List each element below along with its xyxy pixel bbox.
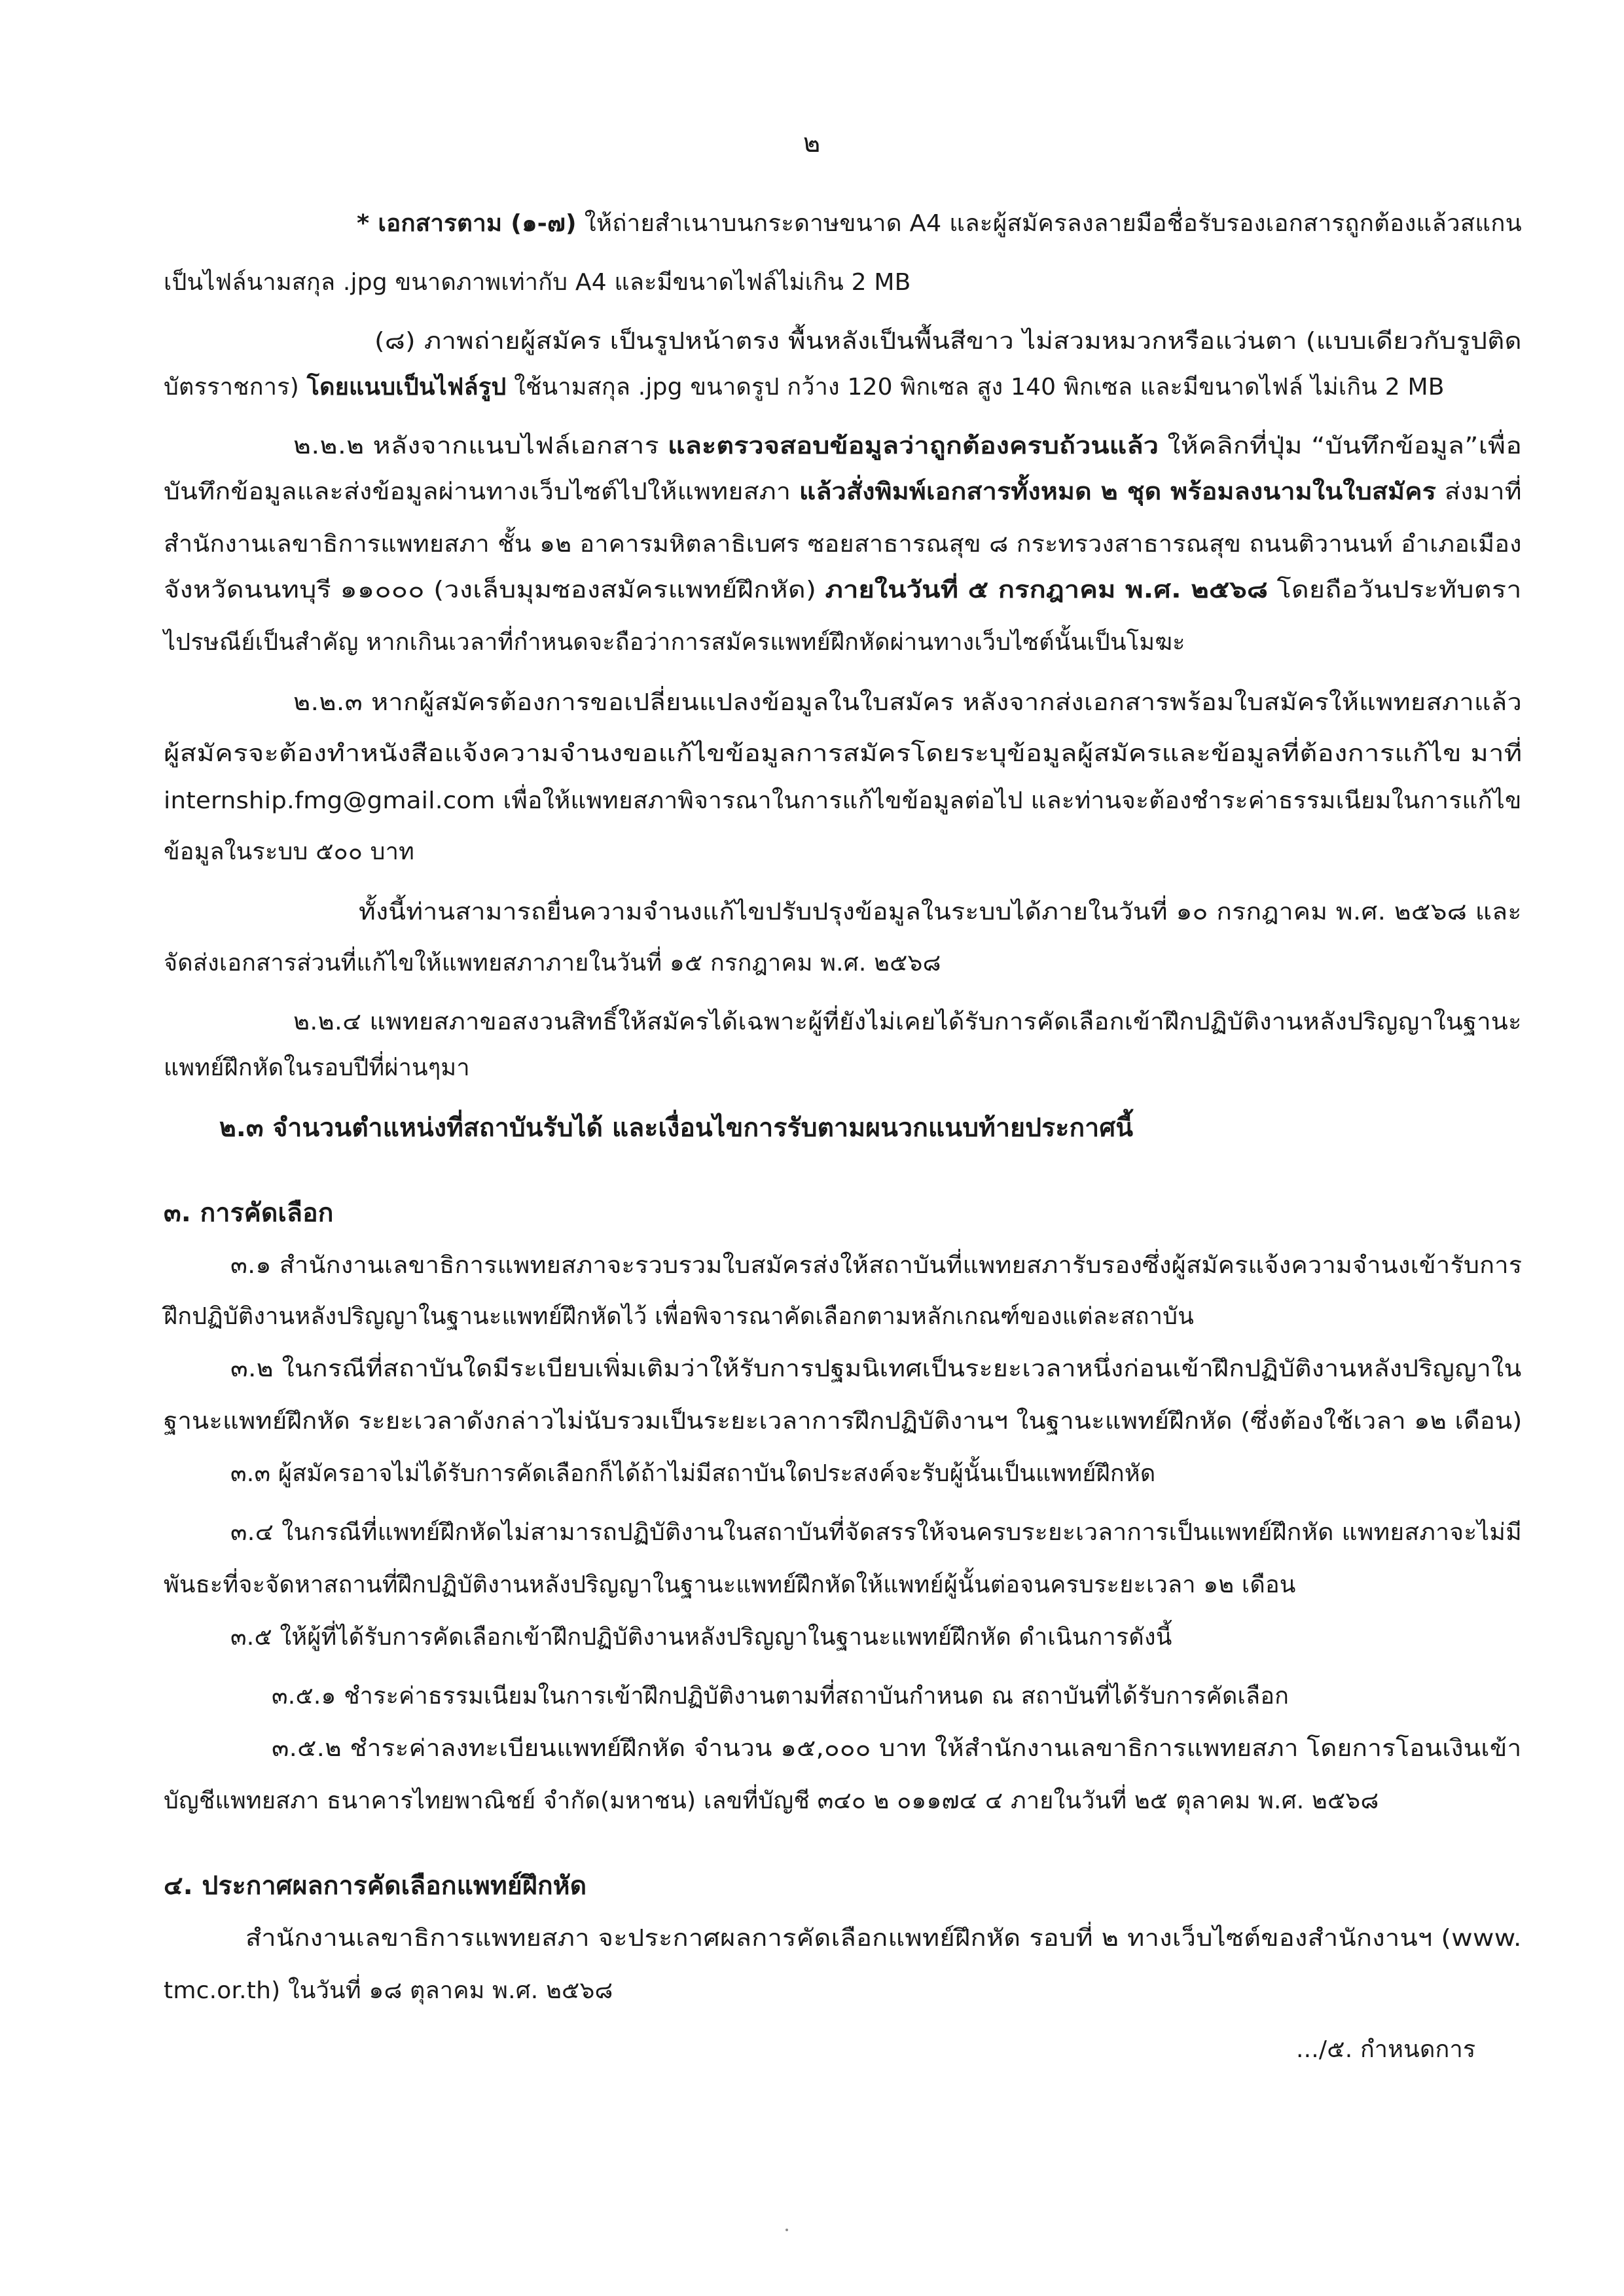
section-heading bbox=[219, 1113, 1133, 1144]
text-run: ๓.๑ สำนักงานเลขาธิการแพทยสภาจะรวบรวมใบสมัครส่งให้สถาบันที่แพทยสภารับรองซึ่งผู้สมัครแจ้งความจำนงเข้ารับการ bbox=[230, 1252, 1523, 1279]
bold-text: ๔. ประกาศผลการคัดเลือกแพทย์ฝึกหัด bbox=[164, 1871, 587, 1901]
text-run: ๓.๕ ให้ผู้ที่ได้รับการคัดเลือกเข้าฝึกปฏิบัติงานหลังปริญญาในฐานะแพทย์ฝึกหัด ดำเนินการดังนี้ bbox=[230, 1624, 1172, 1651]
bold-text: * เอกสารตาม (๑-๗) bbox=[357, 210, 577, 237]
text-run: จัดส่งเอกสารส่วนที่แก้ไขให้แพทยสภาภายในวันที่ ๑๕ กรกฎาคม พ.ศ. ๒๕๖๘ bbox=[164, 950, 941, 977]
text-run: ผู้สมัครจะต้องทำหนังสือแจ้งความจำนงขอแก้ไขข้อมูลการสมัครโดยระบุข้อมูลผู้สมัครและข้อมูลที่ต้องการแก้ไข มาที่ bbox=[164, 740, 1523, 767]
text-run: สำนักงานเลขาธิการแพทยสภา ชั้น ๑๒ อาคารมหิตลาธิเบศร ซอยสาธารณสุข ๘ กระทรวงสาธารณสุข ถนนติวานนท์ อำเภอเมือง bbox=[164, 531, 1522, 558]
text-line bbox=[164, 627, 1185, 658]
text-run: ข้อมูลในระบบ ๕๐๐ บาท bbox=[164, 838, 415, 865]
text-line bbox=[272, 1681, 1289, 1712]
text-line bbox=[293, 1007, 1522, 1038]
text-run: จังหวัดนนทบุรี ๑๑๐๐๐ (วงเล็บมุมซองสมัครแพทย์ฝึกหัด) bbox=[164, 577, 825, 603]
bold-text: โดยแนบเป็นไฟล์รูป bbox=[306, 374, 507, 401]
text-run: ๒.๒.๓ หากผู้สมัครต้องการขอเปลี่ยนแปลงข้อมูลในใบสมัคร หลังจากส่งเอกสารพร้อมใบสมัครให้แพทยสภาแล้ว bbox=[293, 689, 1523, 716]
text-run: tmc.or.th) ในวันที่ ๑๘ ตุลาคม พ.ศ. ๒๕๖๘ bbox=[164, 1977, 613, 2004]
text-line bbox=[374, 326, 1522, 357]
text-run: ๓.๕.๑ ชำระค่าธรรมเนียมในการเข้าฝึกปฏิบัติงานตามที่สถาบันกำหนด ณ สถาบันที่ได้รับการคัดเลือก bbox=[272, 1683, 1290, 1710]
text-line bbox=[164, 948, 941, 979]
text-run: โดยถือวันประทับตรา bbox=[1268, 577, 1522, 603]
text-line bbox=[164, 785, 1522, 817]
text-run: พันธะที่จะจัดหาสถานที่ฝึกปฏิบัติงานหลังปริญญาในฐานะแพทย์ฝึกหัดให้แพทย์ผู้นั้นต่อจนครบระยะเวลา ๑๒ เดือน bbox=[164, 1571, 1296, 1598]
text-line bbox=[164, 836, 414, 868]
text-run: .../๕. กำหนดการ bbox=[1296, 2036, 1476, 2063]
text-run: บัตรราชการ) bbox=[164, 374, 307, 401]
bold-text: และตรวจสอบข้อมูลว่าถูกต้องครบถ้วนแล้ว bbox=[668, 433, 1159, 459]
text-run: ๓.๒ ในกรณีที่สถาบันใดมีระเบียบเพิ่มเติมว่าให้รับการปฐมนิเทศเป็นระยะเวลาหนึ่งก่อนเข้าฝึกปฏิบัติงานหลังปริญญาใน bbox=[230, 1355, 1522, 1382]
text-line bbox=[1296, 2034, 1475, 2066]
text-run: สำนักงานเลขาธิการแพทยสภา จะประกาศผลการคัดเลือกแพทย์ฝึกหัด รอบที่ ๒ ทางเว็บไซต์ของสำนักงานฯ (www. bbox=[245, 1925, 1522, 1952]
bold-text: ๒.๓ จำนวนตำแหน่งที่สถาบันรับได้ และเงื่อนไขการรับตามผนวกแนบท้ายประกาศนี้ bbox=[219, 1113, 1134, 1143]
scan-mark bbox=[785, 2229, 788, 2231]
text-run: ให้ถ่ายสำเนาบนกระดาษขนาด A4 และผู้สมัครลงลายมือชื่อรับรองเอกสารถูกต้องแล้วสแกน bbox=[576, 210, 1522, 237]
text-line bbox=[359, 897, 1522, 928]
text-line bbox=[293, 431, 1522, 462]
text-line bbox=[164, 575, 1522, 606]
text-line bbox=[164, 1570, 1296, 1601]
text-line bbox=[230, 1517, 1522, 1549]
text-line bbox=[293, 687, 1522, 719]
text-run: ๒.๒.๔ แพทยสภาขอสงวนสิทธิ์ให้สมัครได้เฉพาะผู้ที่ยังไม่เคยได้รับการคัดเลือกเข้าฝึกปฏิบัติงานหลังปริญญาในฐานะ bbox=[293, 1009, 1522, 1035]
text-line bbox=[230, 1458, 1155, 1490]
text-line bbox=[164, 372, 1445, 403]
text-line bbox=[272, 1733, 1521, 1765]
text-line bbox=[357, 208, 1522, 240]
text-line bbox=[230, 1354, 1522, 1385]
text-line bbox=[164, 1406, 1522, 1437]
section-heading bbox=[164, 1871, 586, 1902]
text-line bbox=[164, 529, 1522, 560]
text-run: ส่งมาที่ bbox=[1436, 478, 1522, 505]
text-run: เป็นไฟล์นามสกุล .jpg ขนาดภาพเท่ากับ A4 และมีขนาดไฟล์ไม่เกิน 2 MB bbox=[164, 269, 911, 296]
text-run: ๓.๓ ผู้สมัครอาจไม่ได้รับการคัดเลือกก็ได้ถ้าไม่มีสถาบันใดประสงค์จะรับผู้นั้นเป็นแพทย์ฝึกหัด bbox=[230, 1460, 1156, 1487]
text-line bbox=[164, 1052, 470, 1084]
text-line bbox=[164, 1975, 613, 2007]
text-line bbox=[230, 1622, 1172, 1653]
bold-text: ๓. การคัดเลือก bbox=[164, 1198, 334, 1228]
text-line bbox=[164, 476, 1522, 508]
text-line bbox=[245, 1923, 1522, 1954]
text-run: ทั้งนี้ท่านสามารถยื่นความจำนงแก้ไขปรับปรุงข้อมูลในระบบได้ภายในวันที่ ๑๐ กรกฎาคม พ.ศ. ๒๕๖๘ และ bbox=[359, 899, 1522, 925]
text-run: ฐานะแพทย์ฝึกหัด ระยะเวลาดังกล่าวไม่นับรวมเป็นระยะเวลาการฝึกปฏิบัติงานฯ ในฐานะแพทย์ฝึกหัด (ซึ่งต้องใช้เวลา ๑๒ เดือน) bbox=[164, 1408, 1523, 1435]
text-run: บันทึกข้อมูลและส่งข้อมูลผ่านทางเว็บไซต์ไปให้แพทยสภา bbox=[164, 478, 799, 505]
text-run: ๓.๕.๒ ชำระค่าลงทะเบียนแพทย์ฝึกหัด จำนวน ๑๕,๐๐๐ บาท ให้สำนักงานเลขาธิการแพทยสภา โดยการโอนเงินเข้า bbox=[272, 1735, 1522, 1762]
text-run: แพทย์ฝึกหัดในรอบปีที่ผ่านๆมา bbox=[164, 1054, 470, 1081]
text-run: ๒.๒.๒ หลังจากแนบไฟล์เอกสาร bbox=[293, 433, 668, 459]
text-run: บัญชีแพทยสภา ธนาคารไทยพาณิชย์ จำกัด(มหาชน) เลขที่บัญชี ๓๔๐ ๒ ๐๑๑๗๔ ๔ ภายในวันที่ ๒๕ ตุลาคม พ.ศ. ๒๕๖๘ bbox=[164, 1787, 1379, 1814]
text-run: internship.fmg@gmail.com เพื่อให้แพทยสภาพิจารณาในการแก้ไขข้อมูลต่อไป และท่านจะต้องชำระค่าธรรมเนียมในการแก้ไข bbox=[164, 787, 1522, 814]
text-run: ให้คลิกที่ปุ่ม “บันทึกข้อมูล”เพื่อ bbox=[1159, 433, 1523, 459]
text-run: (๘) ภาพถ่ายผู้สมัคร เป็นรูปหน้าตรง พื้นหลังเป็นพื้นสีขาว ไม่สวมหมวกหรือแว่นตา (แบบเดียวกับรูปติด bbox=[374, 328, 1522, 355]
text-line bbox=[164, 1301, 1194, 1333]
text-line bbox=[164, 1785, 1379, 1817]
bold-text: แล้วสั่งพิมพ์เอกสารทั้งหมด ๒ ชุด พร้อมลงนามในใบสมัคร bbox=[799, 478, 1437, 505]
text-run: ๓.๔ ในกรณีที่แพทย์ฝึกหัดไม่สามารถปฏิบัติงานในสถาบันที่จัดสรรให้จนครบระยะเวลาการเป็นแพทย์ฝึกหัด แพทยสภาจะไม่มี bbox=[230, 1519, 1522, 1546]
text-run: ฝึกปฏิบัติงานหลังปริญญาในฐานะแพทย์ฝึกหัดไว้ เพื่อพิจารณาคัดเลือกตามหลักเกณฑ์ของแต่ละสถาบัน bbox=[164, 1303, 1195, 1330]
page-number: ๒ bbox=[803, 128, 821, 158]
bold-text: ภายในวันที่ ๕ กรกฎาคม พ.ศ. ๒๕๖๘ bbox=[825, 577, 1269, 603]
text-line bbox=[164, 267, 911, 298]
section-heading bbox=[164, 1198, 334, 1229]
text-line bbox=[230, 1250, 1522, 1282]
text-run: ไปรษณีย์เป็นสำคัญ หากเกินเวลาที่กำหนดจะถือว่าการสมัครแพทย์ฝึกหัดผ่านทางเว็บไซต์นั้นเป็นโมฆะ bbox=[164, 629, 1185, 656]
text-line bbox=[164, 738, 1522, 770]
text-run: ใช้นามสกุล .jpg ขนาดรูป กว้าง 120 พิกเซล สูง 140 พิกเซล และมีขนาดไฟล์ ไม่เกิน 2 MB bbox=[506, 374, 1445, 401]
